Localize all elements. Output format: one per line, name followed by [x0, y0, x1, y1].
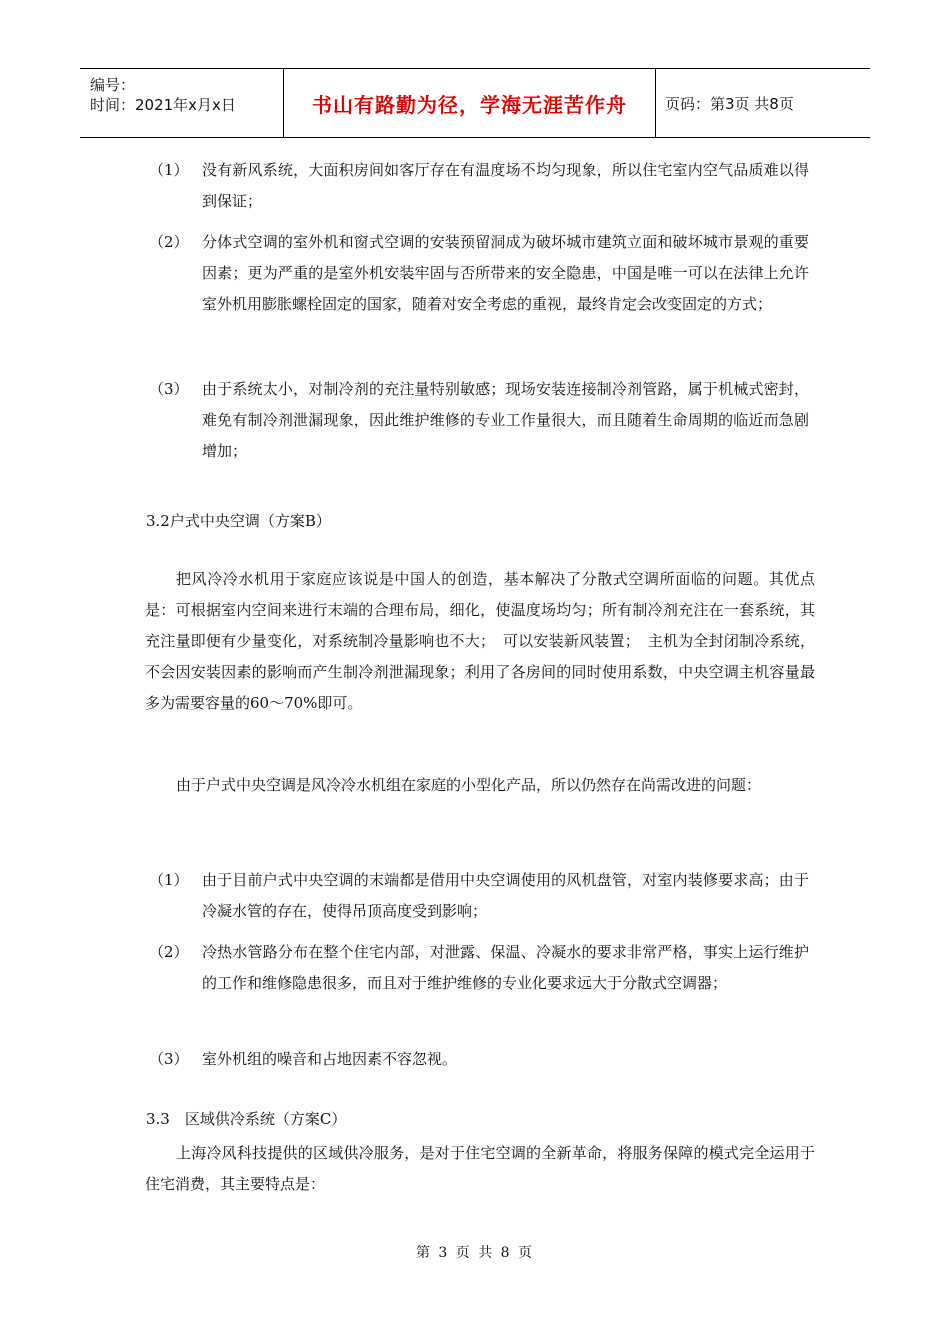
list-item — [149, 937, 809, 999]
list-item-text: 由于目前户式中央空调的末端都是借用中央空调使用的风机盘管，对室内装修要求高；由于冷凝水管的存在，使得吊顶高度受到影响； — [202, 871, 809, 920]
list-item-text: 没有新风系统，大面积房间如客厅存在有温度场不均匀现象，所以住宅室内空气品质难以得到保证； — [202, 161, 809, 210]
header-left — [90, 75, 236, 115]
header-divider — [655, 69, 656, 137]
list-item-text: 室外机组的噪音和占地因素不容忽视。 — [202, 1050, 458, 1068]
list-item — [149, 374, 809, 467]
time-label: 时间：2021年x月x日 — [90, 96, 236, 114]
page-footer: 第 3 页 共 8 页 — [415, 1245, 535, 1261]
body-paragraph: 把风冷冷水机用于家庭应该说是中国人的创造，基本解决了分散式空调所面临的问题。其优点是：可根据室内空间来进行末端的合理布局，细化，使温度场均匀；所有制冷剂充注在一套系统，其充注量即便有少量变化，对系统制冷量影响也不大； 可以安装新风装置； 主机为全封闭制冷系统，不会因安装因素的影响而产生制冷剂泄漏现象；利用了各房间的同时使用系数，中央空调主机容量最多为需要容量的60～70%即可。 — [145, 570, 815, 712]
header-motto: 书山有路勤为径，学海无涯苦作舟 — [312, 93, 627, 117]
section-heading: 3.3 区域供冷系统（方案C） — [146, 1110, 347, 1128]
section-heading: 3.2户式中央空调（方案B） — [146, 512, 331, 530]
list-item-text: 分体式空调的室外机和窗式空调的安装预留洞成为破坏城市建筑立面和破坏城市景观的重要因素；更为严重的是室外机安装牢固与否所带来的安全隐患，中国是唯一可以在法律上允许室外机用膨胀螺栓固定的国家，随着对安全考虑的重视，最终肯定会改变固定的方式； — [202, 233, 809, 313]
list-item-text: 冷热水管路分布在整个住宅内部，对泄露、保温、冷凝水的要求非常严格，事实上运行维护的工作和维修隐患很多，而且对于维护维修的专业化要求远大于分散式空调器； — [202, 943, 809, 992]
body-paragraph: 由于户式中央空调是风冷冷水机组在家庭的小型化产品，所以仍然存在尚需改进的问题： — [176, 776, 762, 794]
body-paragraph: 上海冷风科技提供的区域供冷服务，是对于住宅空调的全新革命，将服务保障的模式完全运用于住宅消费，其主要特点是： — [145, 1144, 815, 1193]
list-item-number: （3） — [149, 380, 189, 398]
list-item-number: （1） — [149, 161, 189, 179]
page-header — [80, 68, 870, 138]
list-item-number: （1） — [149, 871, 189, 889]
list-item-number: （2） — [149, 233, 189, 251]
list-item-text: 由于系统太小，对制冷剂的充注量特别敏感；现场安装连接制冷剂管路，属于机械式密封，难免有制冷剂泄漏现象，因此维护维修的专业工作量很大，而且随着生命周期的临近而急剧增加； — [202, 380, 809, 460]
number-label: 编号： — [90, 76, 136, 94]
list-item — [149, 865, 809, 927]
list-item-number: （3） — [149, 1050, 189, 1068]
list-item — [149, 227, 809, 320]
list-item — [149, 1044, 809, 1075]
list-item — [149, 155, 809, 217]
list-item-number: （2） — [149, 943, 189, 961]
header-page-info: 页码：第3页 共8页 — [665, 95, 794, 113]
